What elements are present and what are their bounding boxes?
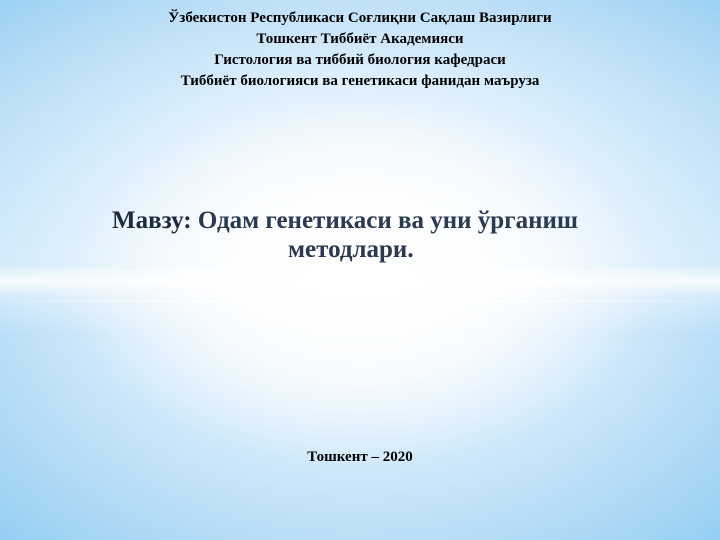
light-streak (0, 283, 720, 285)
slide-footer: Тошкент – 2020 (307, 449, 413, 465)
ministry-name: Ўзбекистон Республикаси Соғлиқни Сақлаш Вазирлиги (168, 10, 552, 26)
topic-title-line1: Одам генетикаси ва уни ўрганиш (197, 207, 578, 234)
department-name: Гистология ва тиббий биология кафедраси (214, 52, 506, 68)
light-streak (0, 300, 720, 302)
lecture-subject: Тиббиёт биологияси ва генетикаси фанидан маъруза (180, 73, 540, 89)
slide-topic (100, 206, 660, 264)
academy-name: Тошкент Тиббиёт Академияси (256, 31, 464, 47)
topic-title-line2: методлари. (288, 236, 414, 263)
light-streak (0, 270, 720, 272)
topic-label: Мавзу: (112, 207, 192, 234)
slide-header (0, 8, 720, 92)
